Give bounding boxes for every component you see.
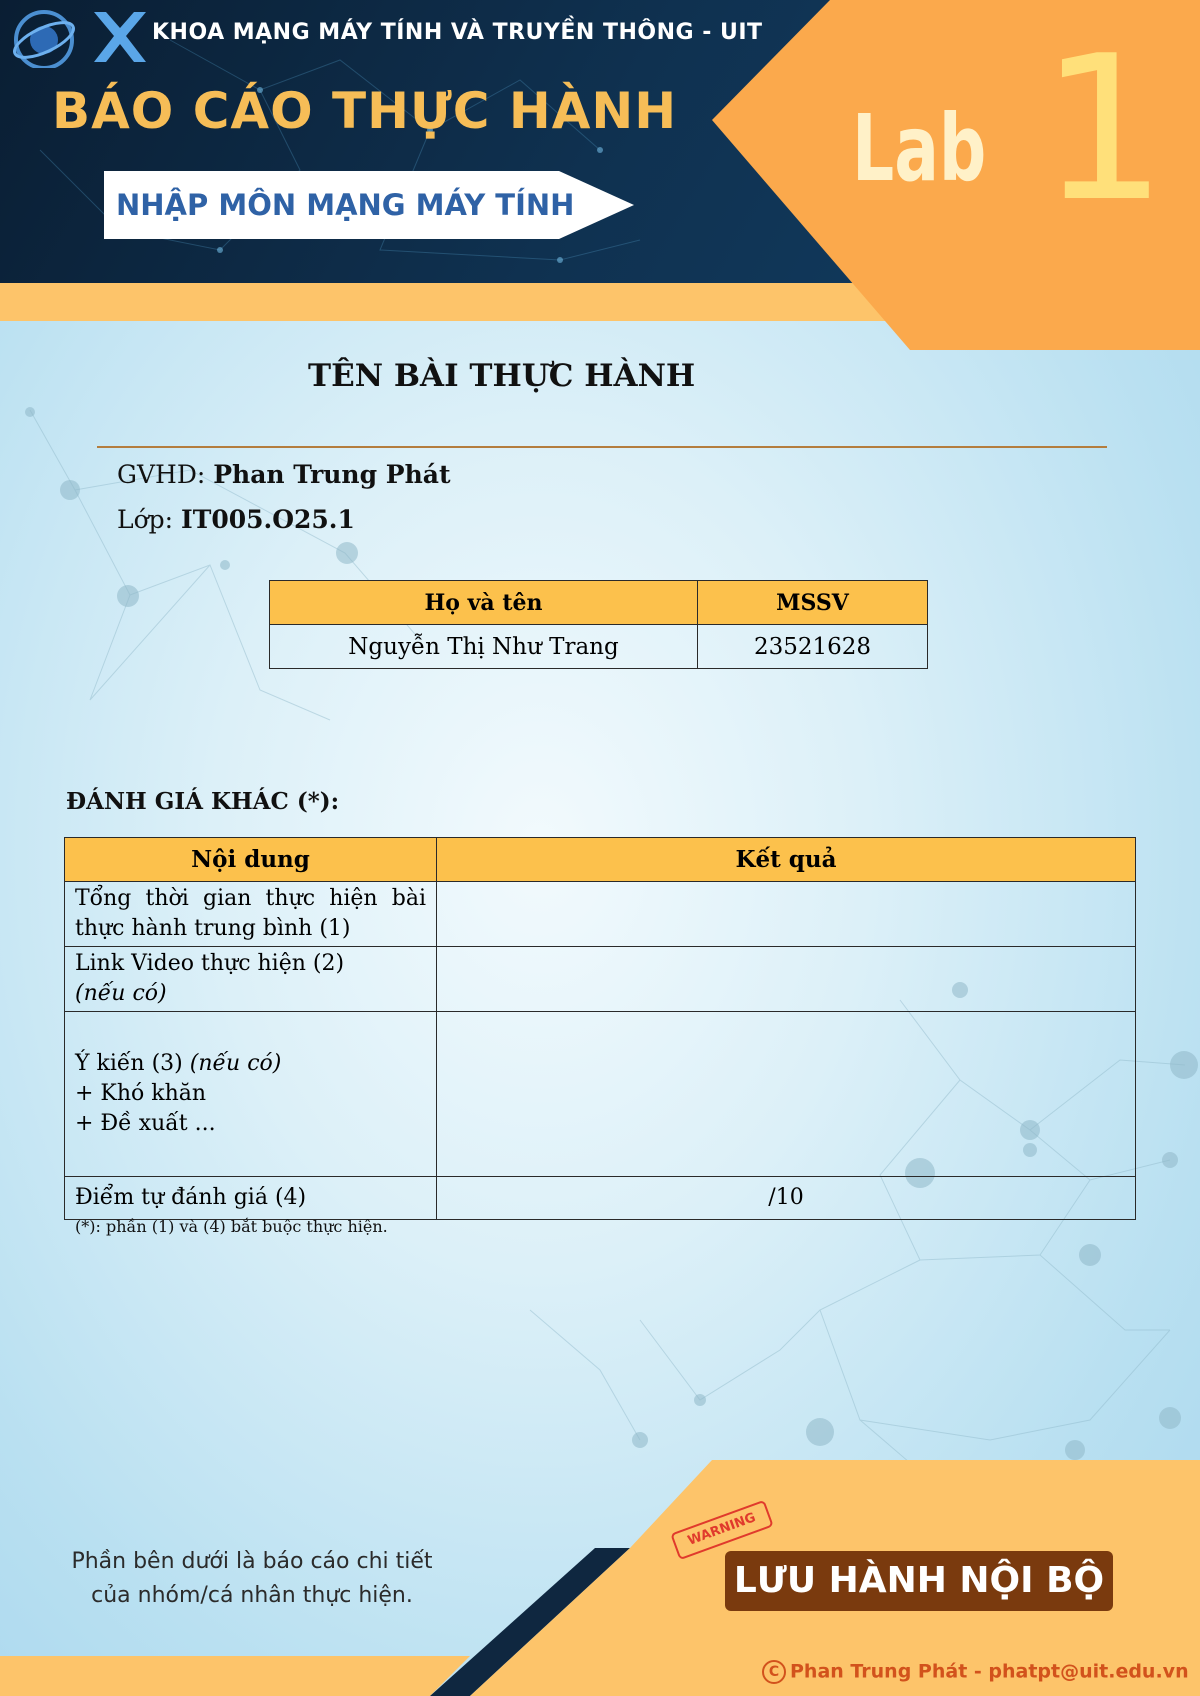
instructor-label: GVHD: [117, 460, 206, 489]
header-result: Kết quả [437, 838, 1136, 882]
uit-logo-icon [6, 6, 146, 68]
header-student-id: MSSV [698, 581, 928, 625]
content-self-score: Điểm tự đánh giá (4) [65, 1177, 437, 1220]
video-link-label: Link Video thực hiện (2) [75, 951, 345, 976]
table-row [270, 625, 928, 669]
content-opinion [65, 1012, 437, 1177]
table-header-row [65, 838, 1136, 882]
copyright-line [762, 1660, 1189, 1684]
faculty-name: KHOA MẠNG MÁY TÍNH VÀ TRUYỀN THÔNG - UIT [152, 20, 763, 45]
warning-stamp: WARNING [670, 1500, 774, 1561]
content-video-link [65, 947, 437, 1012]
result-opinion[interactable] [437, 1012, 1136, 1177]
class-label: Lớp: [117, 505, 174, 534]
result-total-time[interactable] [437, 882, 1136, 947]
copyright-icon: C [762, 1660, 786, 1684]
subject-name: NHẬP MÔN MẠNG MÁY TÍNH [116, 188, 575, 222]
student-id: 23521628 [698, 625, 928, 669]
header-content: Nội dung [65, 838, 437, 882]
content-total-time: Tổng thời gian thực hiện bài thực hành trung bình (1) [65, 882, 437, 947]
class-code: IT005.O25.1 [181, 505, 355, 534]
opinion-note: (nếu có) [189, 1051, 282, 1076]
report-note [52, 1545, 452, 1613]
copyright-text: Phan Trung Phát - phatpt@uit.edu.vn [790, 1660, 1189, 1683]
internal-circulation-badge: LƯU HÀNH NỘI BỘ [725, 1551, 1113, 1611]
title-divider [97, 446, 1107, 448]
class-line [117, 505, 355, 534]
opinion-suggestions: + Đề xuất ... [75, 1111, 216, 1136]
lab-number: 1 [1040, 13, 1168, 246]
result-video-link[interactable] [437, 947, 1136, 1012]
instructor-line [117, 460, 451, 489]
opinion-label: Ý kiến (3) [75, 1051, 183, 1076]
report-note-line2: của nhóm/cá nhân thực hiện. [91, 1583, 413, 1608]
instructor-name: Phan Trung Phát [213, 460, 451, 489]
video-link-note: (nếu có) [75, 981, 167, 1006]
student-name: Nguyễn Thị Như Trang [270, 625, 698, 669]
table-row [65, 1012, 1136, 1177]
evaluation-heading: ĐÁNH GIÁ KHÁC (*): [66, 788, 340, 815]
report-title: BÁO CÁO THỰC HÀNH [52, 82, 678, 140]
evaluation-footnote: (*): phần (1) và (4) bắt buộc thực hiện. [75, 1217, 388, 1236]
opinion-difficulties: + Khó khăn [75, 1081, 207, 1106]
evaluation-table [64, 837, 1136, 1220]
table-row [65, 1177, 1136, 1220]
lab-label: Lab [852, 95, 987, 202]
lab-name-title: TÊN BÀI THỰC HÀNH [308, 358, 696, 394]
table-header-row [270, 581, 928, 625]
header-name: Họ và tên [270, 581, 698, 625]
table-row [65, 882, 1136, 947]
result-self-score[interactable]: /10 [437, 1177, 1136, 1220]
report-note-line1: Phần bên dưới là báo cáo chi tiết [71, 1549, 433, 1574]
table-row [65, 947, 1136, 1012]
student-table [269, 580, 928, 669]
